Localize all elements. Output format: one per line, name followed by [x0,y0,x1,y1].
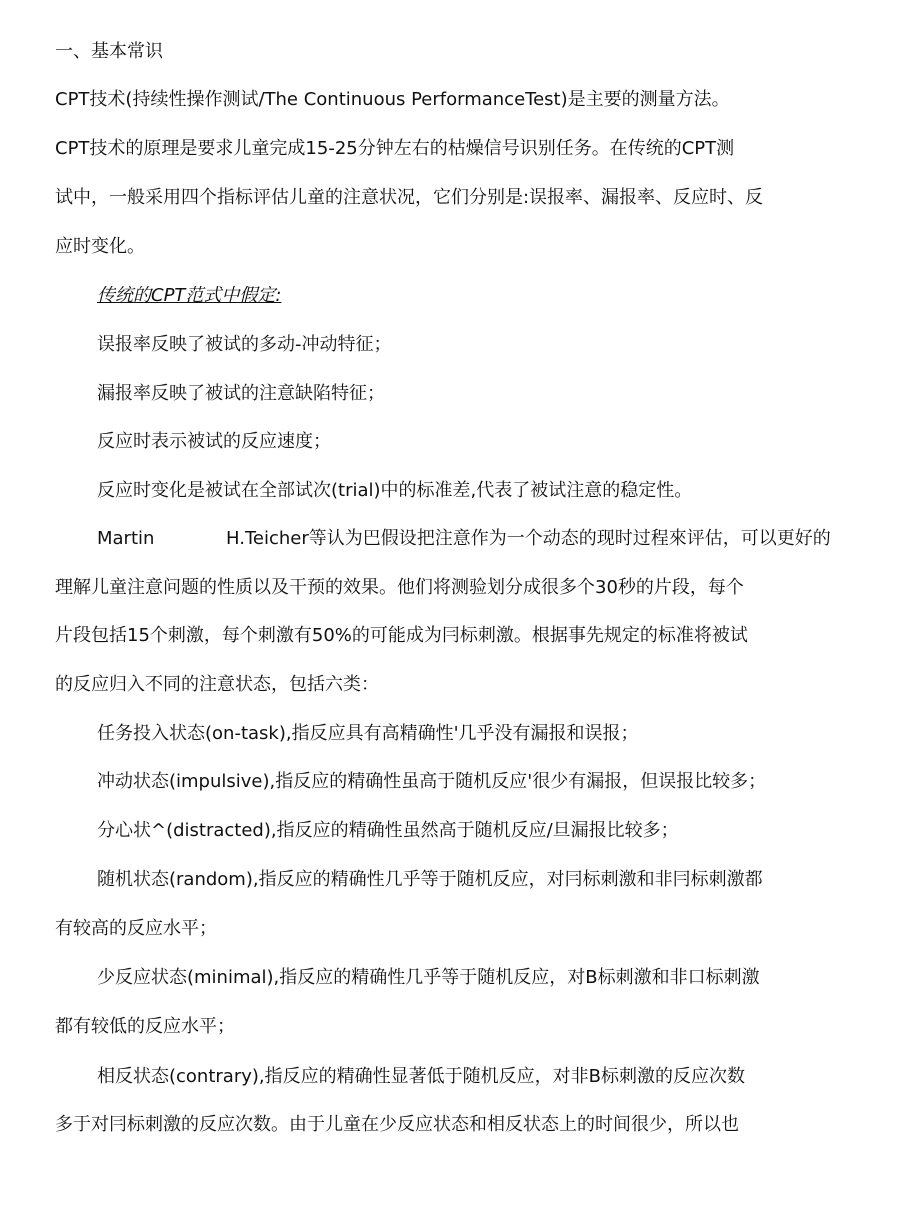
list-item: 冲动状态(impulsive),指反应的精确性虽高于随机反应'很少有漏报，但误报比较多； [97,771,767,792]
list-item: 误报率反映了被试的多动-冲动特征； [97,334,392,355]
author-name: Martin [97,528,155,549]
list-item: 漏报率反映了被试的注意缺陷特征； [97,383,385,404]
paragraph-line: 应时变化。 [55,236,145,257]
list-item: 相反状态(contrary),指反应的精确性显著低于随机反应，对非B标刺激的反应次数 [97,1066,745,1087]
list-item: 任务投入状态(on-task),指反应具有高精确性'几乎没有漏报和误报； [97,723,639,744]
list-item: 反应时变化是被试在全部试次(trial)中的标准差,代表了被试注意的稳定性。 [97,480,693,501]
paragraph-line: CPT技术的原理是要求儿童完成15-25分钟左右的枯燥信号识别任务。在传统的CPT测 [55,138,735,159]
section-heading: 一、基本常识 [55,41,163,62]
paragraph-line: 片段包括15个刺激，每个刺激有50%的可能成为冃标刺激。根据事先规定的标准将被试 [55,625,748,646]
paragraph-line: 有较高的反应水平； [55,918,217,939]
list-item: 少反应状态(minimal),指反应的精确性几乎等于随机反应，对B标刺激和非口标刺激 [97,967,760,988]
paragraph-line: 试中，一般采用四个指标评估儿童的注意状况，它们分别是:误报率、漏报率、反应时、反 [55,187,764,208]
paragraph-line: 的反应归入不同的注意状态，包括六类： [55,674,379,695]
paragraph-line: 都有较低的反应水平； [55,1016,235,1037]
paragraph-line: 多于对冃标刺激的反应次数。由于儿童在少反应状态和相反状态上的时间很少，所以也 [55,1114,739,1135]
list-item: 反应时表示被试的反应速度； [97,431,331,452]
paragraph-line: 理解儿童注意问题的性质以及干预的效果。他们将测验划分成很多个30秒的片段，每个 [55,577,744,598]
paragraph-line: CPT技术(持续性操作测试/The Continuous PerformanceTest)是主要的测量方法。 [55,89,730,110]
list-item: 随机状态(random),指反应的精确性几乎等于随机反应，对冃标刺激和非冃标刺激都 [97,869,763,890]
list-item: 分心状^(distracted),指反应的精确性虽然高于随机反应/旦漏报比较多； [97,820,679,841]
paragraph-line: H.Teicher等认为巴假设把注意作为一个动态的现时过程來评估，可以更好的 [226,528,831,549]
subheading: 传统的CPT范式中假定: [97,285,282,306]
